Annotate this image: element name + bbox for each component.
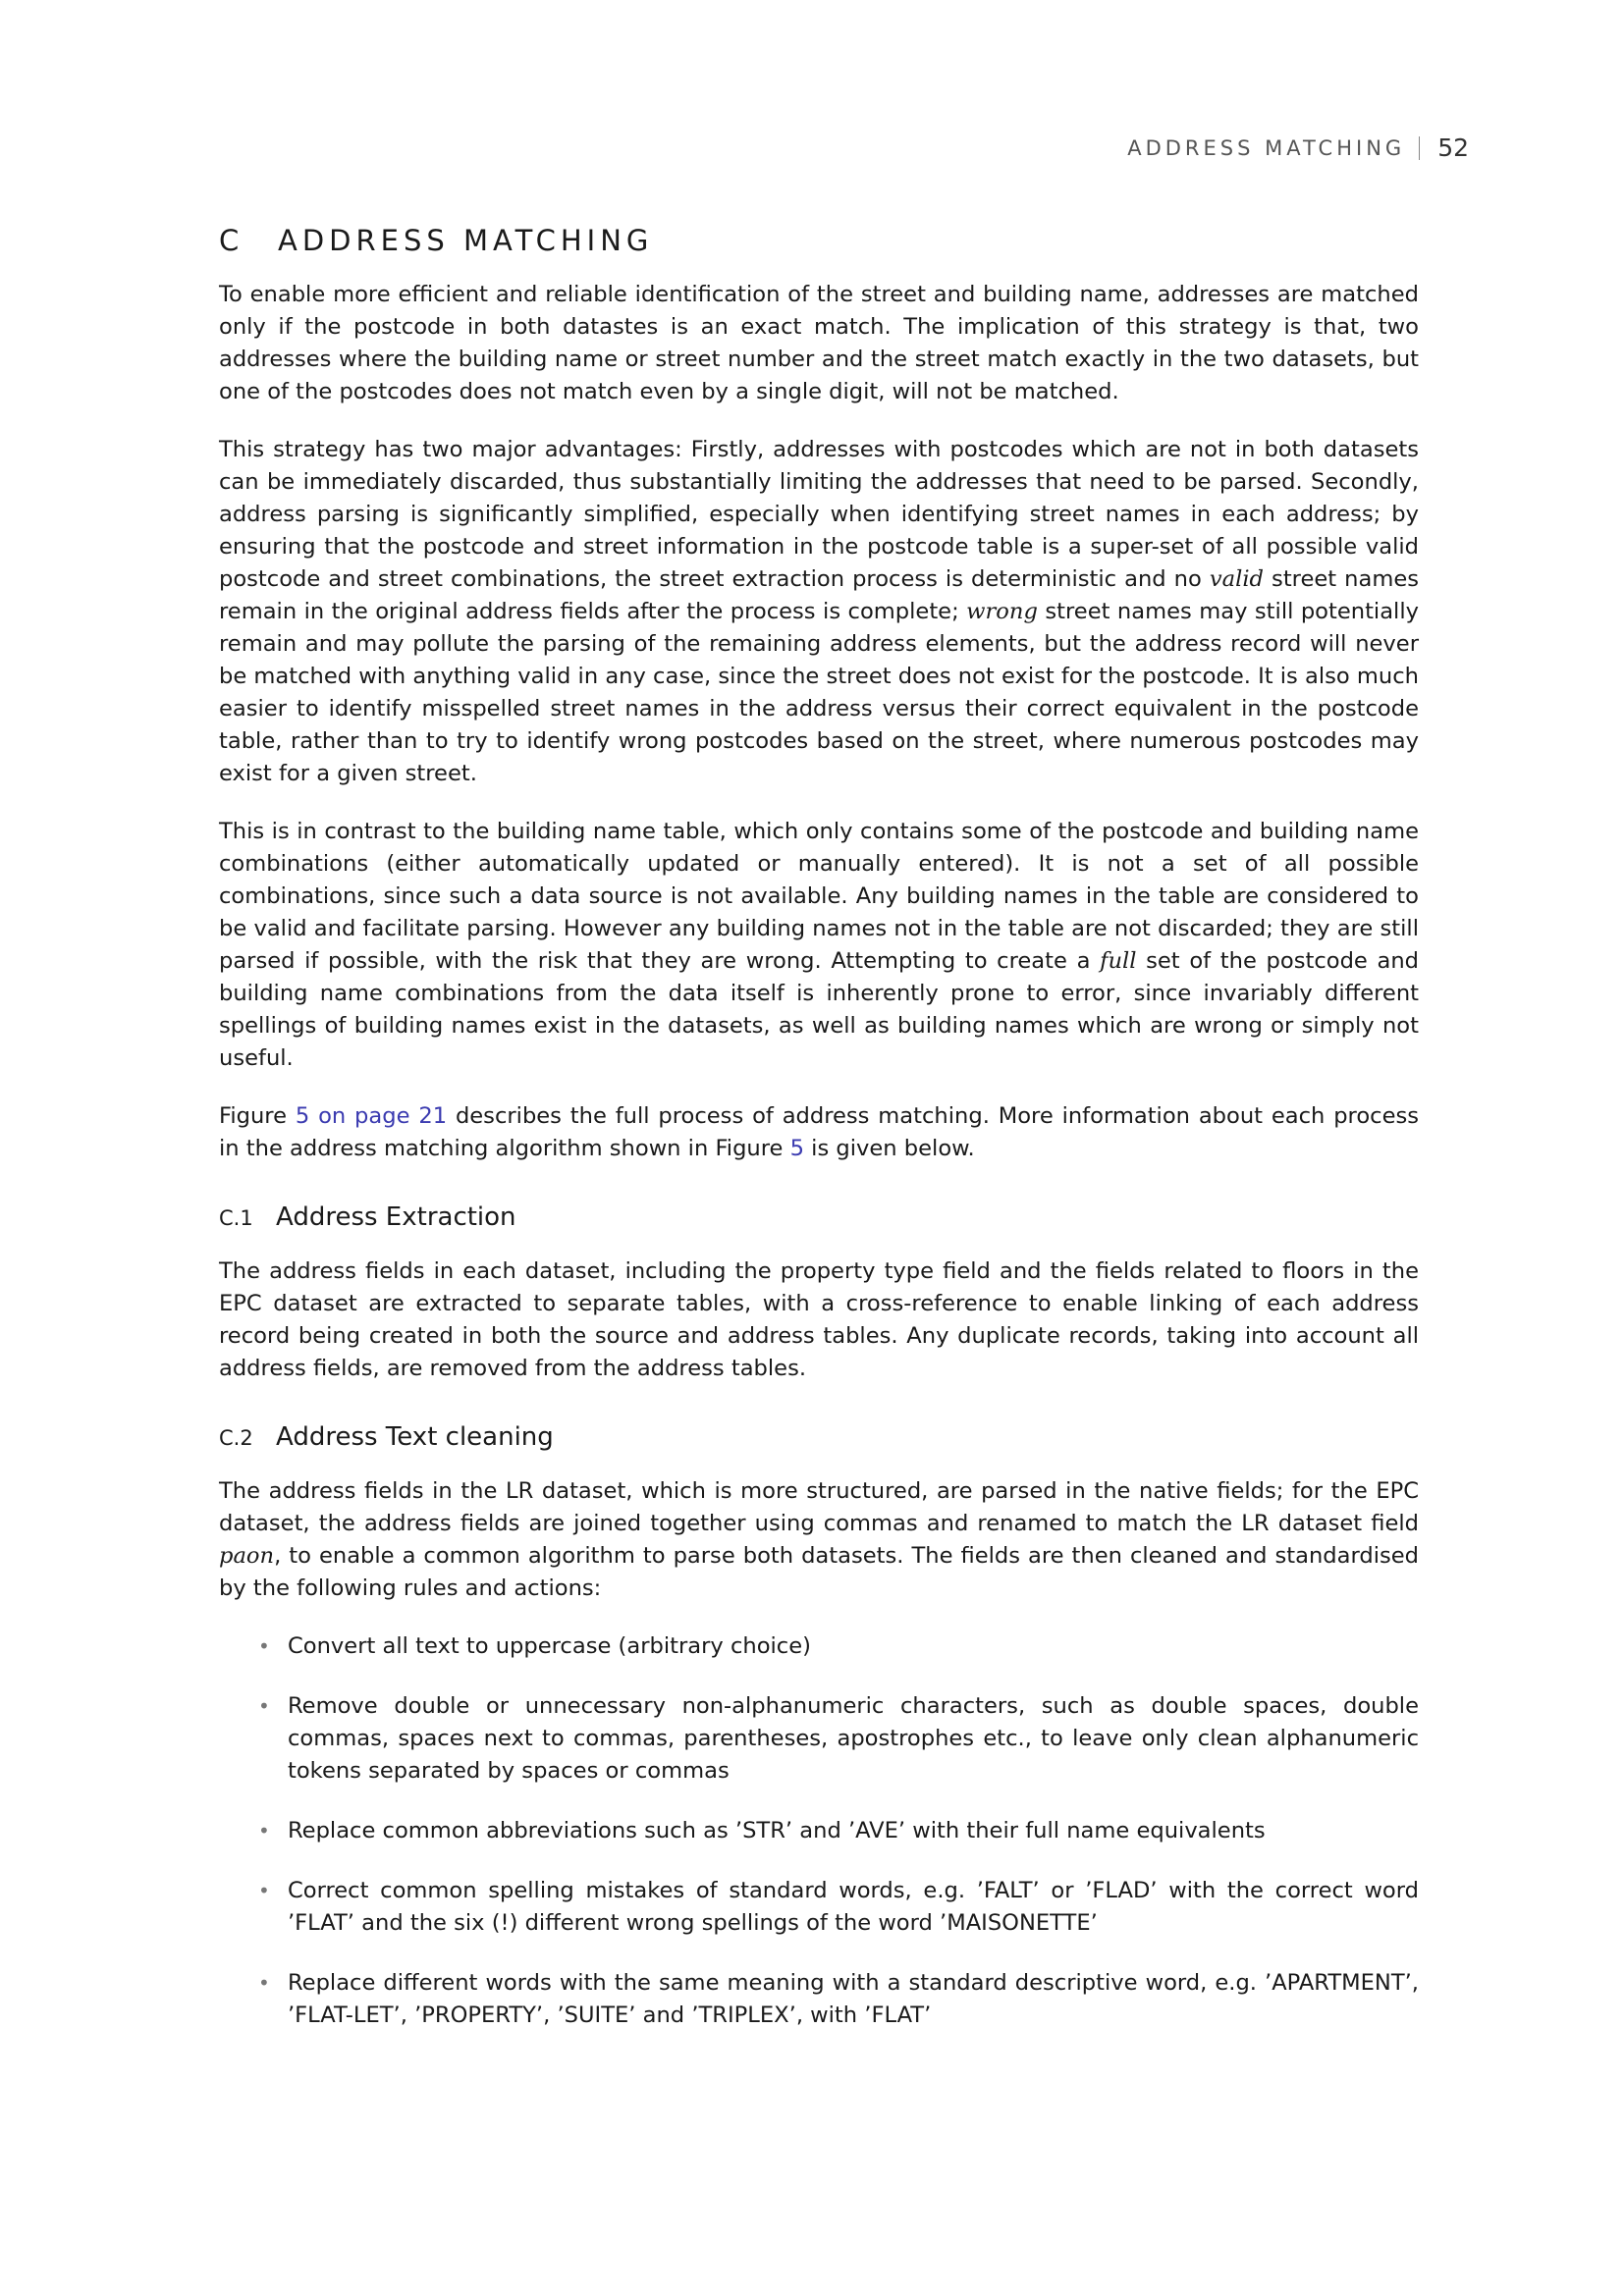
paragraph-2 xyxy=(219,434,1419,790)
section-c2-emphasis-paon: paon xyxy=(219,1543,275,1569)
list-item xyxy=(258,1875,1419,1940)
running-header xyxy=(1127,133,1469,162)
list-item xyxy=(258,1967,1419,2032)
list-item xyxy=(258,1815,1419,1847)
section-c1-paragraph: The address fields in each dataset, including the property type field and the fields related to floors in the EPC dataset are extracted to separate tables, with a cross-reference to enable linking of each address record being created in both the source and address tables. Any duplicate records, taking into account all address fields, are removed from the address tables. xyxy=(219,1258,1419,1381)
chapter-heading xyxy=(219,224,1419,257)
paragraph-3-text-a: This is in contrast to the building name table, which only contains some of the postcode and building name combinations (either automatically updated or manually entered). It is not a set of all possible combinations, since such a data source is not available. Any building names in the table are considered to be valid and facilitate parsing. However any building names not in the table are not discarded; they are still parsed if possible, with the risk that they are wrong. Attempting to create a xyxy=(219,819,1419,974)
paragraph-2-emphasis-wrong: wrong xyxy=(966,599,1038,624)
bullet-icon: • xyxy=(258,1879,270,1902)
paragraph-4 xyxy=(219,1100,1419,1165)
paragraph-3-emphasis-full: full xyxy=(1100,948,1137,974)
paragraph-2-text-a: This strategy has two major advantages: Firstly, addresses with postcodes which are not in both datasets can be immediately discarded, thus substantially limiting the addresses that need to be parsed. Secondly, address parsing is significantly simplified, especially when identifying street names in each address; by ensuring that the postcode and street information in the postcode table is a super-set of all possible valid postcode and street combinations, the street extraction process is deterministic and no xyxy=(219,437,1419,592)
list-item-text: Remove double or unnecessary non-alphanumeric characters, such as double spaces, double commas, spaces next to commas, parentheses, apostrophes etc., to leave only clean alphanumeric tokens separated by spaces or commas xyxy=(288,1693,1419,1784)
list-item-text: Replace common abbreviations such as ’STR’ and ’AVE’ with their full name equivalents xyxy=(288,1818,1266,1843)
section-title-c2: Address Text cleaning xyxy=(276,1422,554,1452)
figure-5-page-link[interactable]: 5 on page 21 xyxy=(295,1103,448,1129)
bullet-icon: • xyxy=(258,1971,270,1995)
list-item xyxy=(258,1690,1419,1788)
list-item-text: Replace different words with the same meaning with a standard descriptive word, e.g. ’APARTMENT’, ’FLAT-LET’, ’PROPERTY’, ’SUITE’ and ’TRIPLEX’, with ’FLAT’ xyxy=(288,1970,1419,2028)
list-item xyxy=(258,1630,1419,1663)
header-separator xyxy=(1419,136,1420,160)
list-item-text: Correct common spelling mistakes of standard words, e.g. ’FALT’ or ’FLAD’ with the correct word ’FLAT’ and the six (!) different wrong spellings of the word ’MAISONETTE’ xyxy=(288,1878,1419,1936)
page-content xyxy=(219,224,1419,2059)
paragraph-4-text-b: describes the full process of address matching. More information about each process in the address matching algorithm shown in Figure xyxy=(219,1103,1420,1161)
paragraph-2-text-b: street names remain in the original address fields after the process is complete; xyxy=(219,566,1420,624)
chapter-title: ADDRESS MATCHING xyxy=(278,224,654,257)
section-c2-paragraph xyxy=(219,1475,1419,1605)
paragraph-2-text-c: street names may still potentially remain and may pollute the parsing of the remaining address elements, but the address record will never be matched with anything valid in any case, since the street does not exist for the postcode. It is also much easier to identify misspelled street names in the address versus their correct equivalent in the postcode table, rather than to try to identify wrong postcodes based on the street, where numerous postcodes may exist for a given street. xyxy=(219,599,1419,786)
paragraph-3-text-b: set of the postcode and building name combinations from the data itself is inherently prone to error, since invariably different spellings of building names exist in the datasets, as well as building names which are wrong or simply not useful. xyxy=(219,948,1419,1071)
section-heading-c2 xyxy=(219,1422,1419,1452)
paragraph-4-text-a: Figure xyxy=(219,1103,296,1129)
section-heading-c1 xyxy=(219,1202,1419,1232)
paragraph-1: To enable more efficient and reliable identification of the street and building name, addresses are matched only if the postcode in both datastes is an exact match. The implication of this strategy is that, two addresses where the building name or street number and the street match exactly in the two datasets, but one of the postcodes does not match even by a single digit, will not be matched. xyxy=(219,282,1419,404)
figure-5-link[interactable]: 5 xyxy=(789,1136,804,1161)
section-number-c1: C.1 xyxy=(219,1206,253,1230)
bullet-icon: • xyxy=(258,1694,270,1718)
section-title-c1: Address Extraction xyxy=(276,1202,516,1232)
section-number-c2: C.2 xyxy=(219,1426,253,1450)
cleaning-rules-list xyxy=(219,1630,1419,2032)
paragraph-4-text-c: is given below. xyxy=(804,1136,975,1161)
bullet-icon: • xyxy=(258,1634,270,1658)
bullet-icon: • xyxy=(258,1819,270,1842)
page-number: 52 xyxy=(1437,133,1469,162)
chapter-number: C xyxy=(219,224,244,257)
section-c2-text-a: The address fields in the LR dataset, which is more structured, are parsed in the native fields; for the EPC dataset, the address fields are joined together using commas and renamed to match the LR dataset field xyxy=(219,1478,1419,1536)
paragraph-3 xyxy=(219,816,1419,1075)
paragraph-2-emphasis-valid: valid xyxy=(1209,566,1265,592)
list-item-text: Convert all text to uppercase (arbitrary choice) xyxy=(288,1633,811,1659)
section-c2-text-b: , to enable a common algorithm to parse both datasets. The fields are then cleaned and standardised by the following rules and actions: xyxy=(219,1543,1419,1601)
running-title: ADDRESS MATCHING xyxy=(1127,135,1406,160)
